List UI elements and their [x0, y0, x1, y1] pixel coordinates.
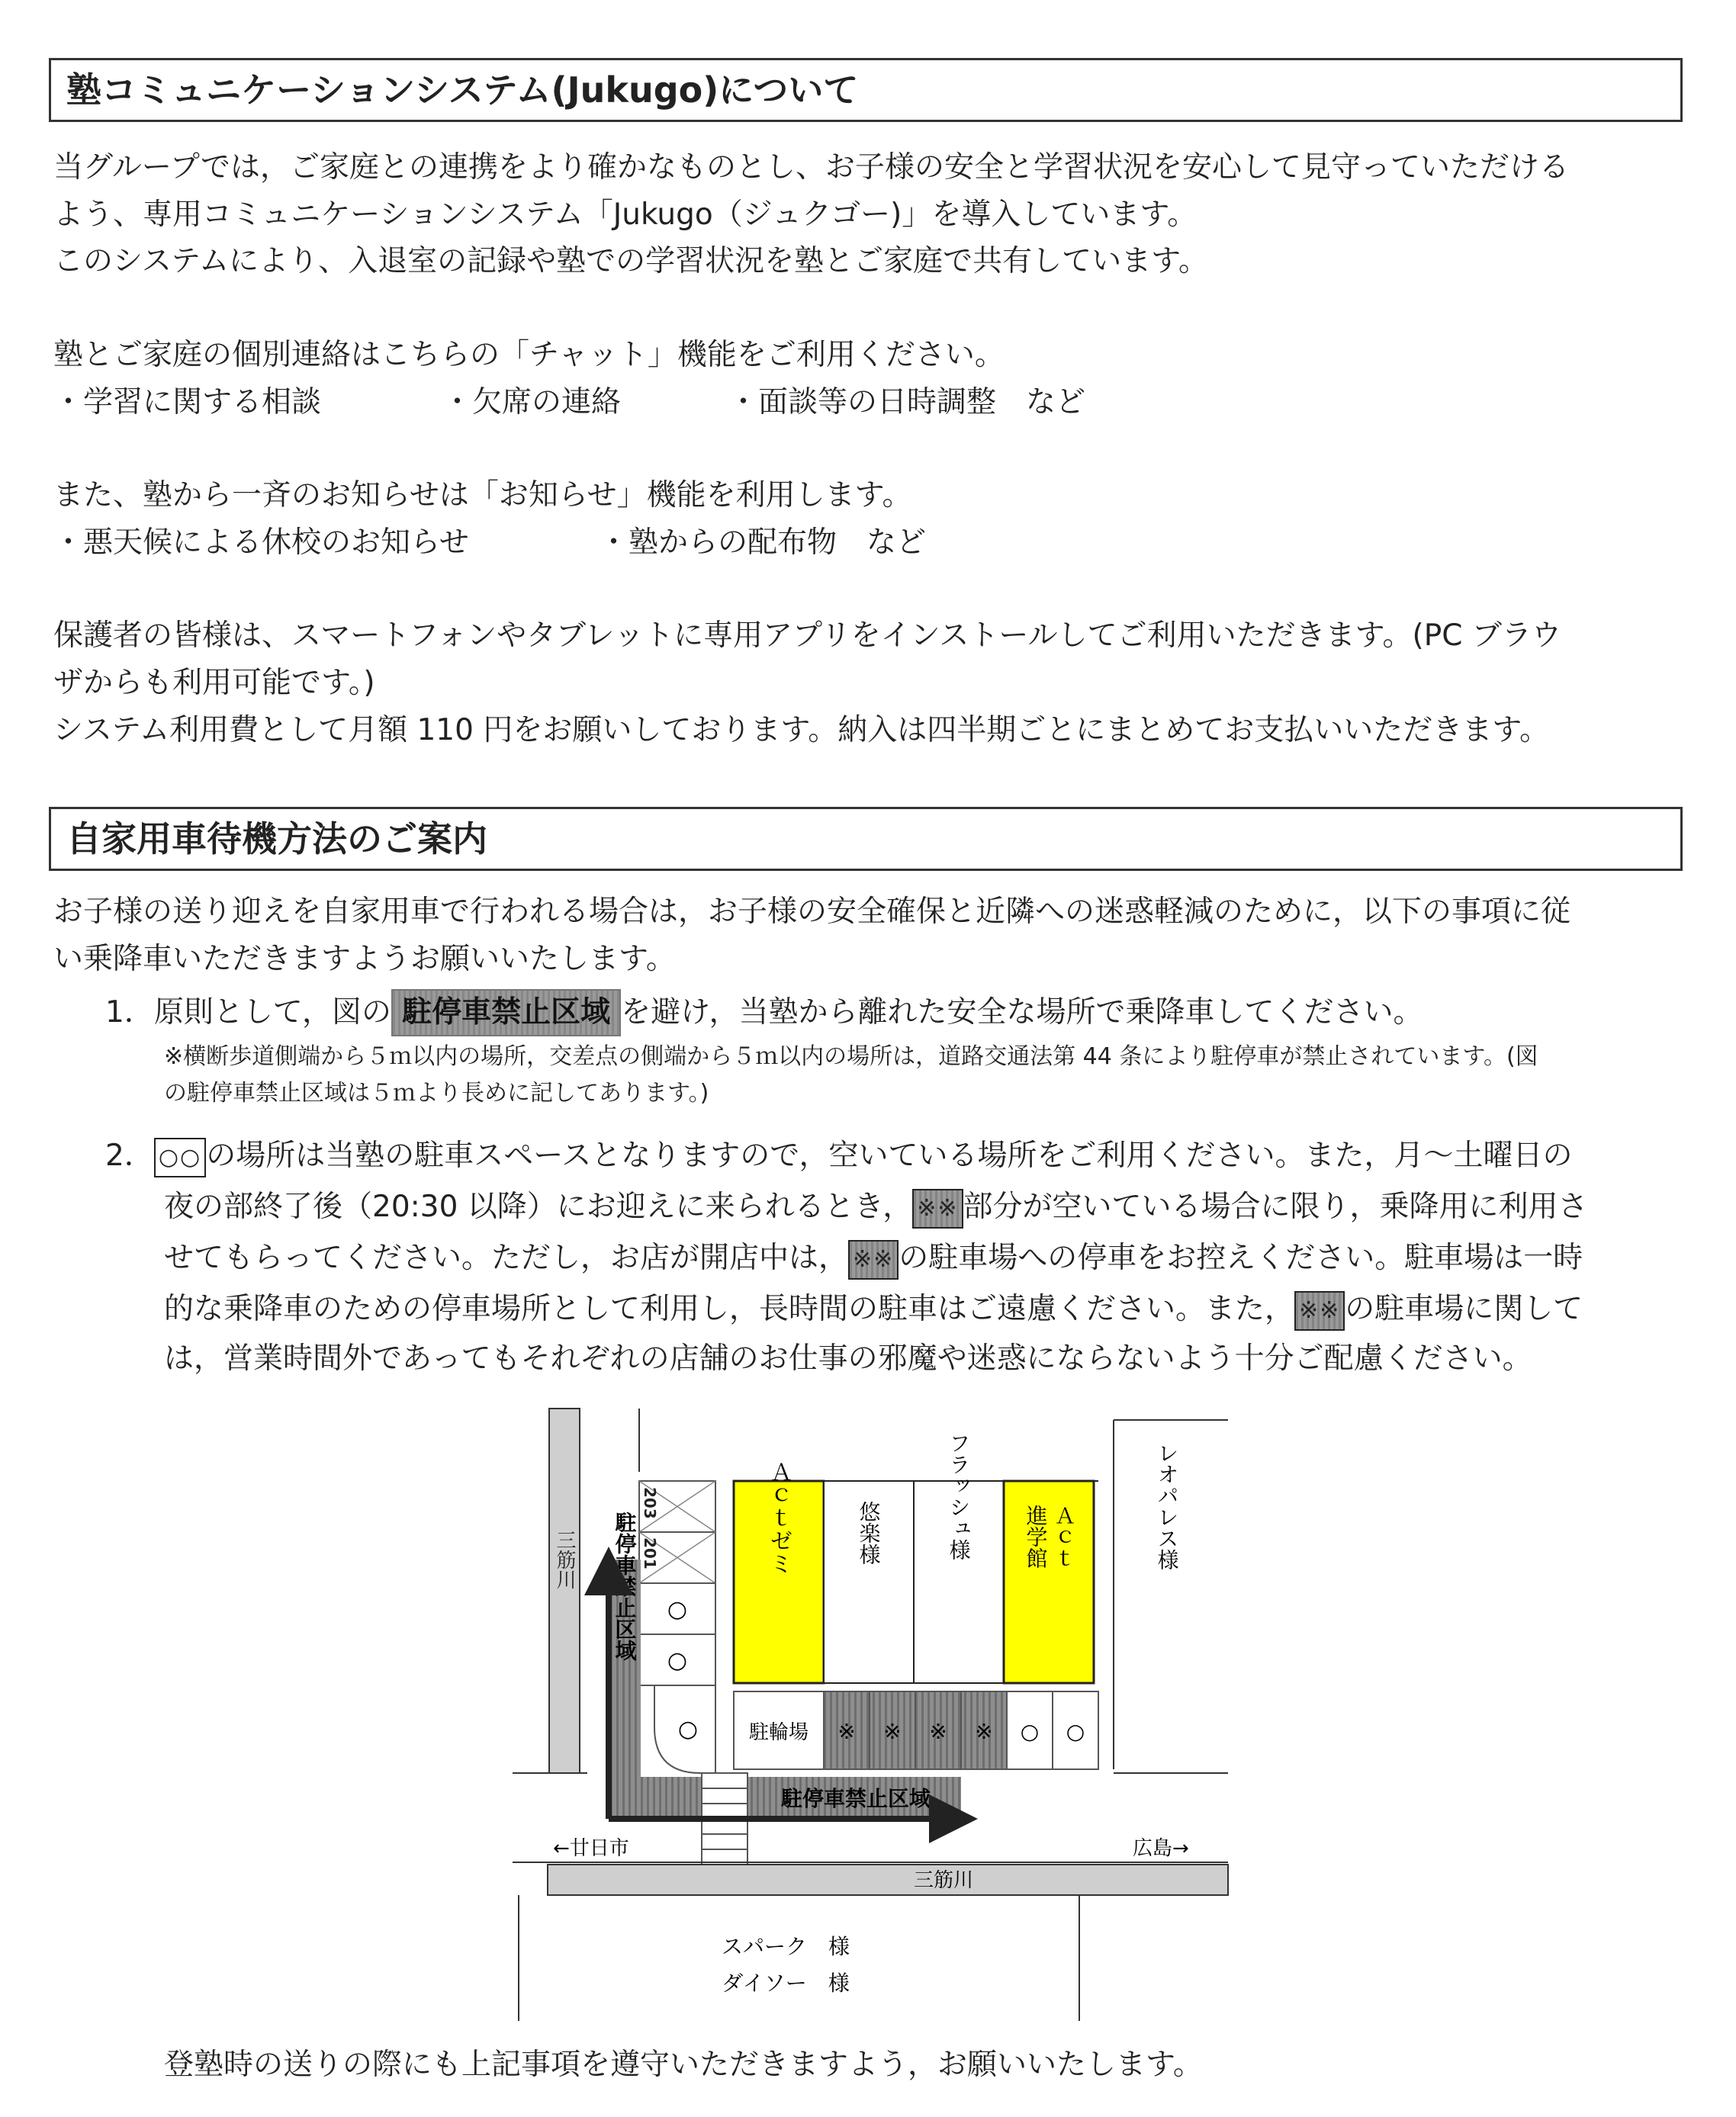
- notice-usage-line: また、塾から一斉のお知らせは「お知らせ」機能を利用します。: [53, 478, 912, 512]
- jukugo-intro-line-1: 当グループでは，ご家庭との連携をより確かなものとし、お子様の安全と学習状況を安心して見守っていただける: [53, 150, 1570, 185]
- act-shingakukan-label-2: 進学館: [1023, 1505, 1049, 1569]
- rule-1-number: 1．: [105, 995, 154, 1030]
- act-zemi-label: Ａｃｔゼミ: [765, 1460, 792, 1575]
- rule-1-text-pre: 原則として，図の: [153, 995, 392, 1030]
- rule-2-number: 2．: [105, 1139, 154, 1173]
- river-vertical-label: 三筋川: [553, 1530, 576, 1589]
- jukugo-intro-line-3: このシステムにより、入退室の記録や塾での学習状況を塾とご家庭で共有しています。: [53, 244, 1208, 278]
- section-jukugo-heading: 塾コミュニケーションシステム(Jukugo)について: [49, 58, 1683, 122]
- rule-1-text-post: を避け，当塾から離れた安全な場所で乗降車してください。: [621, 995, 1423, 1030]
- notice-item-1: ・悪天候による休校のお知らせ: [53, 525, 469, 560]
- parking-spot-circle: ○: [667, 1596, 688, 1623]
- rule-2-line-4-pre: 的な乗降車のための停車場所として利用し，長時間の駐車はご遠慮ください。また，: [164, 1292, 1295, 1326]
- chat-item-2: ・欠席の連絡: [442, 385, 622, 419]
- rule-2-line-2-pre: 夜の部終了後（20:30 以降）にお迎えに来られるとき，: [164, 1190, 913, 1224]
- star-mark-box: ※※: [848, 1240, 899, 1280]
- river-horizontal-label: 三筋川: [913, 1869, 974, 1892]
- act-shingakukan-label-1: Ａｃｔ: [1051, 1505, 1077, 1569]
- star-spot: ※: [883, 1719, 902, 1744]
- rule-2-line-4-post: の駐車場に関して: [1345, 1292, 1583, 1326]
- notice-item-2: ・塾からの配布物 など: [599, 525, 927, 560]
- star-lot-row: [824, 1691, 1007, 1769]
- direction-hatsukaichi: ←廿日市: [553, 1837, 629, 1860]
- chat-usage-line: 塾とご家庭の個別連絡はこちらの「チャット」機能をご利用ください。: [53, 338, 1005, 372]
- flash-label: フラッシュ様: [946, 1432, 972, 1560]
- star-mark-box: ※※: [1294, 1291, 1345, 1331]
- no-parking-zone-horizontal-label: 駐停車禁止区域: [780, 1786, 931, 1811]
- bike-parking-label: 駐輪場: [748, 1721, 809, 1744]
- act-shingakukan-building: [1004, 1481, 1094, 1683]
- spark-label: スパーク 様: [721, 1934, 850, 1959]
- parking-spot-circle: ○: [677, 1716, 699, 1743]
- yuraku-label: 悠楽様: [856, 1501, 882, 1565]
- rule-1-note-line-2: の駐停車禁止区域は５ｍより長めに記してあります。): [164, 1080, 709, 1107]
- section-car-heading: 自家用車待機方法のご案内: [49, 807, 1683, 871]
- parking-spot-circle: ○: [667, 1647, 688, 1674]
- car-intro-line-1: お子様の送り迎えを自家用車で行われる場合は，お子様の安全確保と近隣への迷惑軽減のために，以下の事項に従: [53, 895, 1571, 929]
- rule-2-line-3-post: の駐車場への停車をお控えください。駐車場は一時: [899, 1241, 1583, 1275]
- chat-item-3: ・面談等の日時調整 など: [728, 385, 1086, 419]
- rule-2-line-5: は，営業時間外であってもそれぞれの店舗のお仕事の邪魔や迷惑にならないよう十分ご配慮ください。: [164, 1341, 1532, 1376]
- circle-mark-box: ○○: [154, 1138, 206, 1177]
- closing-line: 登塾時の送りの際にも上記事項を遵守いただきますよう，お願いいたします。: [164, 2048, 1203, 2082]
- fee-line: システム利用費として月額 110 円をお願いしております。納入は四半期ごとにまとめてお支払いいただきます。: [53, 713, 1550, 747]
- app-install-line-1: 保護者の皆様は、スマートフォンやタブレットに専用アプリをインストールしてご利用いただきます。(PC ブラウ: [53, 618, 1561, 653]
- rule-1-note-line-1: ※横断歩道側端から５ｍ以内の場所，交差点の側端から５ｍ以内の場所は，道路交通法第 44 条により駐停車が禁止されています。(図: [164, 1043, 1538, 1070]
- no-parking-zone-vertical-label: 駐停車禁止区域: [612, 1511, 638, 1661]
- rule-2-line-2-post: 部分が空いている場合に限り，乗降用に利用さ: [963, 1190, 1588, 1224]
- rule-2-line-3-pre: せてもらってください。ただし，お店が開店中は，: [164, 1241, 849, 1275]
- leopalace-label: レオパレス様: [1154, 1442, 1180, 1570]
- star-mark-box: ※※: [912, 1189, 963, 1229]
- parking-spot-circle: ○: [1066, 1719, 1085, 1744]
- car-intro-line-2: い乗降車いただきますようお願いいたします。: [53, 942, 676, 976]
- lot-203-label: 203: [641, 1487, 659, 1519]
- river-horizontal: [548, 1865, 1228, 1895]
- star-spot: ※: [929, 1719, 947, 1744]
- direction-hiroshima: 広島→: [1133, 1837, 1189, 1860]
- parking-spot-circle: ○: [1020, 1719, 1040, 1744]
- rule-2-line-1-text: の場所は当塾の駐車スペースとなりますので，空いている場所をご利用ください。また，月〜土曜日の: [206, 1139, 1573, 1173]
- app-install-line-2: ザからも利用可能です。): [53, 666, 375, 700]
- lot-201-label: 201: [641, 1537, 659, 1569]
- star-spot: ※: [837, 1719, 856, 1744]
- river-vertical: [549, 1409, 580, 1773]
- chat-item-1: ・学習に関する相談: [53, 385, 322, 419]
- no-parking-zone-label: 駐停車禁止区域: [391, 989, 621, 1036]
- jukugo-intro-line-2: よう、専用コミュニケーションシステム「Jukugo（ジュクゴー)」を導入しています。: [53, 198, 1198, 232]
- daiso-label: ダイソー 様: [722, 1971, 850, 1996]
- star-spot: ※: [975, 1719, 993, 1744]
